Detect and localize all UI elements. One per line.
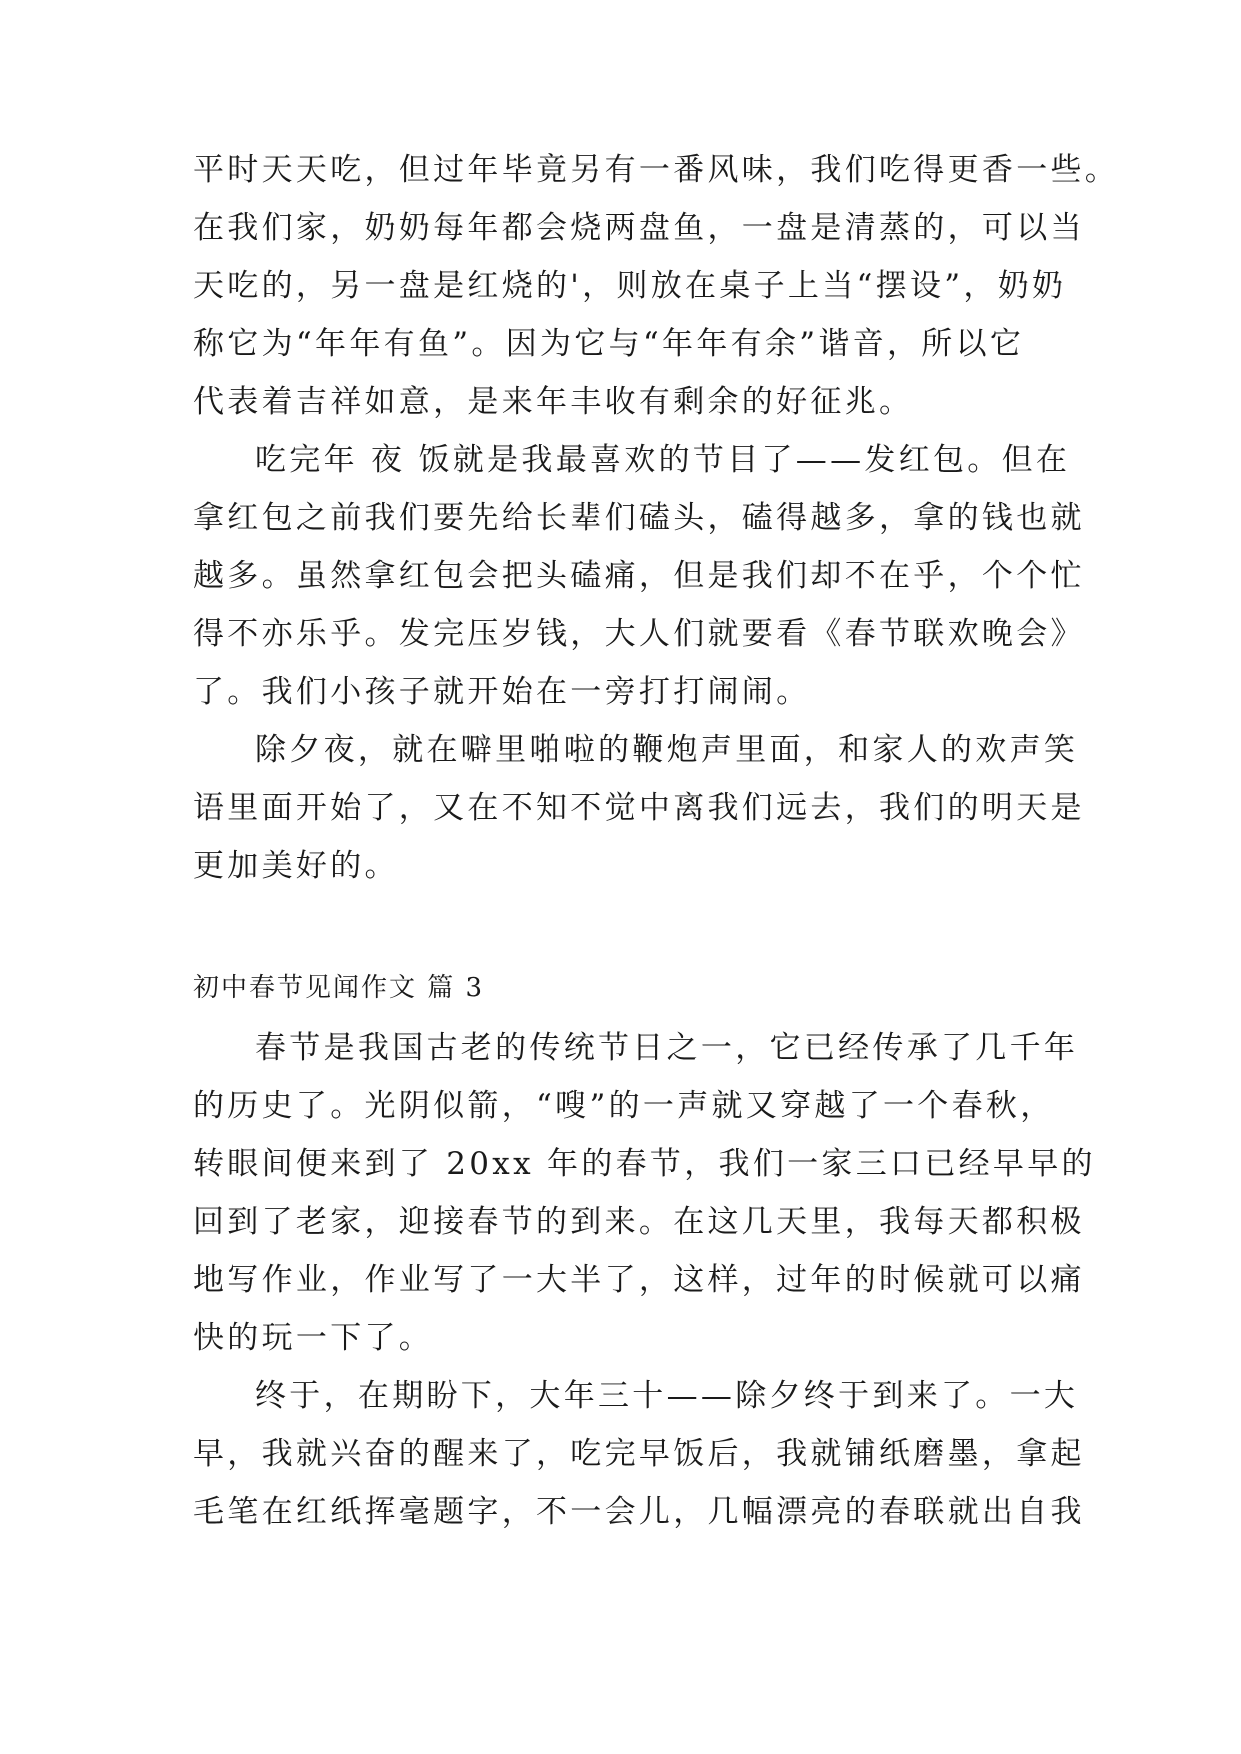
paragraph-line: 称它为“年年有鱼”。因为它与“年年有余”谐音，所以它	[193, 326, 1025, 362]
paragraph-line: 吃完年 夜 饭就是我最喜欢的节目了——发红包。但在	[255, 442, 1071, 478]
paragraph-line: 转眼间便来到了 20xx 年的春节，我们一家三口已经早早的	[193, 1146, 1096, 1182]
paragraph-line: 越多。虽然拿红包会把头磕痛，但是我们却不在乎，个个忙	[193, 558, 1085, 594]
paragraph-line: 得不亦乐乎。发完压岁钱，大人们就要看《春节联欢晚会》	[193, 616, 1085, 652]
paragraph-line: 春节是我国古老的传统节日之一，它已经传承了几千年	[255, 1030, 1079, 1066]
paragraph-line: 语里面开始了，又在不知不觉中离我们远去，我们的明天是	[193, 790, 1085, 826]
paragraph-line: 更加美好的。	[193, 848, 399, 884]
paragraph-line: 了。我们小孩子就开始在一旁打打闹闹。	[193, 674, 811, 710]
paragraph-line: 终于，在期盼下，大年三十——除夕终于到来了。一大	[255, 1378, 1079, 1414]
paragraph-line: 平时天天吃，但过年毕竟另有一番风味，我们吃得更香一些。	[193, 152, 1120, 188]
paragraph-line: 快的玩一下了。	[193, 1320, 434, 1356]
paragraph-line: 毛笔在红纸挥毫题字，不一会儿，几幅漂亮的春联就出自我	[193, 1494, 1085, 1530]
paragraph-line: 回到了老家，迎接春节的到来。在这几天里，我每天都积极	[193, 1204, 1085, 1240]
paragraph-line: 的历史了。光阴似箭，“嗖”的一声就又穿越了一个春秋，	[193, 1088, 1055, 1124]
paragraph-line: 在我们家，奶奶每年都会烧两盘鱼，一盘是清蒸的，可以当	[193, 210, 1085, 246]
paragraph-line: 地写作业，作业写了一大半了，这样，过年的时候就可以痛	[193, 1262, 1085, 1298]
paragraph-line: 早，我就兴奋的醒来了，吃完早饭后，我就铺纸磨墨，拿起	[193, 1436, 1085, 1472]
paragraph-line: 拿红包之前我们要先给长辈们磕头，磕得越多，拿的钱也就	[193, 500, 1085, 536]
paragraph-line: 天吃的，另一盘是红烧的'，则放在桌子上当“摆设”，奶奶	[193, 268, 1067, 304]
section-heading: 初中春节见闻作文 篇 3	[193, 973, 485, 1003]
paragraph-line: 除夕夜，就在噼里啪啦的鞭炮声里面，和家人的欢声笑	[255, 732, 1079, 768]
paragraph-line: 代表着吉祥如意，是来年丰收有剩余的好征兆。	[193, 384, 914, 420]
